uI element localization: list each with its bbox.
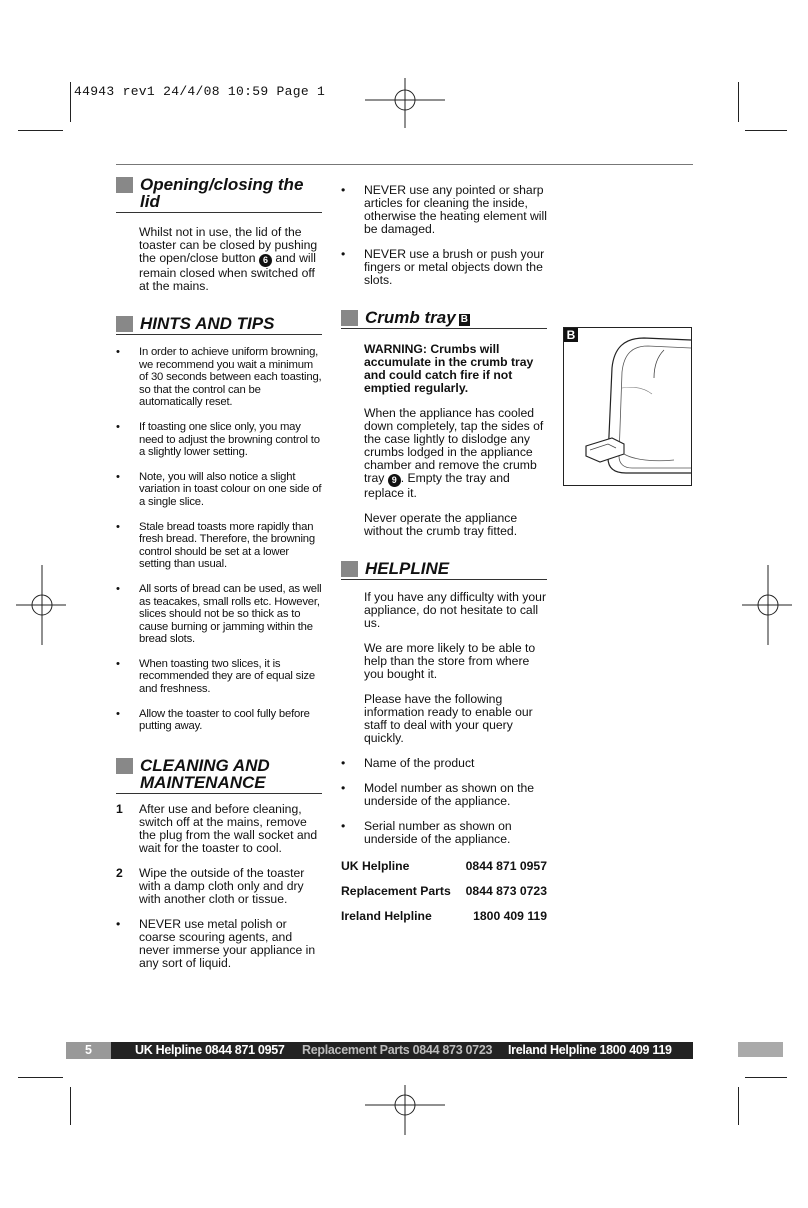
helpline-number: 1800 409 119 (473, 909, 547, 923)
figure-ref-badge: B (460, 314, 468, 325)
helpline-row (341, 884, 547, 898)
footer-ireland-helpline: Ireland Helpline 1800 409 119 (508, 1043, 672, 1057)
item-text: When toasting two slices, it is recommended they are of equal size and freshness. (139, 657, 315, 696)
helpline-paragraph: We are more likely to be able to help than the store from where you bought it. (364, 641, 536, 681)
heading-text: Opening/closing the lid (140, 175, 304, 211)
item-text: Serial number as shown on underside of the appliance. (364, 819, 512, 846)
crumb-paragraph (341, 407, 547, 500)
heading-square-icon (341, 310, 358, 326)
toaster-illustration (564, 328, 691, 485)
helpline-paragraph: Please have the following information ready to enable our staff to deal with your query quickly. (364, 692, 533, 745)
crumb-note: Never operate the appliance without the crumb tray fitted. (364, 511, 518, 538)
list-item (116, 867, 322, 906)
paragraph-text: . Empty the tray and replace it. (364, 471, 510, 500)
helpline-row (341, 909, 547, 923)
heading-text: Crumb tray (365, 308, 456, 327)
figure-crumb-tray (563, 327, 692, 486)
list-item: • Note, you will also notice a slight variation in toast colour on one side of a single slice. (116, 470, 322, 508)
helpline-numbers (341, 859, 547, 923)
helpline-label: Replacement Parts (341, 884, 451, 898)
cleaning-list (116, 803, 322, 970)
list-item: • Model number as shown on the underside of the appliance. (341, 781, 535, 808)
heading-square-icon (116, 316, 133, 332)
helpline-number: 0844 871 0957 (465, 859, 547, 873)
crop-mark (18, 130, 63, 131)
item-text: Name of the product (364, 756, 475, 770)
heading-square-icon (116, 177, 133, 193)
footer-helpline-bar (66, 1042, 693, 1059)
heading-text: HINTS AND TIPS (140, 314, 275, 333)
opening-paragraph (116, 226, 322, 293)
footer-tab-right (738, 1042, 783, 1057)
list-item: • All sorts of bread can be used, as well as teacakes, small rolls etc. However, slices should not be so thick as to cause burning or jamming within the bread slots. (116, 582, 322, 646)
number-badge: 6 (259, 254, 272, 267)
list-item: • NEVER use any pointed or sharp articles for cleaning the inside, otherwise the heating element will be damaged. (341, 183, 547, 236)
list-item: • NEVER use a brush or push your fingers or metal objects down the slots. (341, 247, 545, 287)
crop-mark (745, 1077, 787, 1078)
list-item: • Serial number as shown on underside of the appliance. (341, 819, 512, 846)
footer-uk-helpline: UK Helpline 0844 871 0957 (135, 1043, 285, 1057)
helpline-row (341, 859, 547, 873)
helpline-label: UK Helpline (341, 859, 410, 873)
number-badge: 9 (388, 474, 401, 487)
crop-mark (70, 1087, 71, 1125)
item-text: Allow the toaster to cool fully before putting away. (139, 707, 310, 733)
heading-square-icon (341, 561, 358, 577)
top-rule (116, 164, 693, 165)
crop-mark (738, 82, 739, 122)
list-item: • Stale bread toasts more rapidly than fresh bread. Therefore, the browning control should be set at a lower setting than usual. (116, 520, 315, 571)
paragraph-text: When the appliance has cooled down completely, tap the sides of the case lightly to dislodge any crumbs lodged in the appliance chamber and remove the crumb tray (364, 406, 544, 485)
registration-mark-bottom (365, 1085, 445, 1135)
item-text: Stale bread toasts more rapidly than fresh bread. Therefore, the browning control should be set at a lower setting than usual. (139, 520, 315, 571)
step-number: 1 (116, 801, 123, 816)
paragraph-text: and will remain closed when switched off at the mains. (139, 251, 316, 293)
section-heading-helpline (341, 560, 547, 580)
registration-mark-left (16, 565, 66, 645)
step-number: 2 (116, 865, 123, 880)
item-text: NEVER use any pointed or sharp articles for cleaning the inside, otherwise the heating element will be damaged. (364, 183, 547, 236)
paragraph-text: Whilst not in use, the lid of the toaster can be closed by pushing the open/close button (139, 225, 318, 265)
middle-column (341, 184, 547, 923)
list-item: • If toasting one slice only, you may need to adjust the browning control to a slightly lower setting. (116, 420, 320, 459)
registration-mark-top (365, 78, 445, 128)
crop-mark (738, 1087, 739, 1125)
helpline-paragraph: If you have any difficulty with your appliance, do not hesitate to call us. (364, 590, 547, 630)
page-number: 5 (66, 1042, 111, 1059)
section-heading-crumb (341, 309, 547, 329)
heading-square-icon (116, 758, 133, 774)
footer-replacement-parts: Replacement Parts 0844 873 0723 (302, 1043, 493, 1057)
list-item: • In order to achieve uniform browning, we recommend you wait a minimum of 30 seconds between each toasting, so that the control can be automatically reset. (116, 346, 322, 409)
list-item: • Allow the toaster to cool fully before putting away. (116, 707, 310, 733)
list-item: • When toasting two slices, it is recommended they are of equal size and freshness. (116, 657, 315, 696)
crumb-warning: WARNING: Crumbs will accumulate in the crumb tray and could catch fire if not emptied regularly. (364, 342, 534, 395)
section-heading-cleaning (116, 757, 322, 794)
print-slug: 44943 rev1 24/4/08 10:59 Page 1 (74, 84, 326, 99)
left-column (116, 176, 322, 970)
item-text: After use and before cleaning, switch off at the mains, remove the plug from the wall socket and wait for the toaster to cool. (139, 801, 318, 855)
hints-list (116, 346, 322, 733)
item-text: All sorts of bread can be used, as well as teacakes, small rolls etc. However, slices should not be so thick as to cause burning or jamming within the bread slots. (139, 582, 322, 646)
helpline-label: Ireland Helpline (341, 909, 432, 923)
section-heading-hints (116, 315, 322, 335)
item-text: Wipe the outside of the toaster with a damp cloth only and dry with another cloth or tissue. (139, 865, 305, 906)
helpline-number: 0844 873 0723 (465, 884, 547, 898)
item-text: NEVER use metal polish or coarse scouring agents, and never immerse your appliance in any sort of liquid. (139, 916, 316, 970)
heading-text: CLEANING AND MAINTENANCE (140, 755, 270, 792)
crop-mark (745, 130, 787, 131)
heading-text: HELPLINE (365, 559, 450, 578)
item-text: NEVER use a brush or push your fingers or metal objects down the slots. (364, 247, 545, 287)
figure-label: B (564, 328, 578, 342)
section-heading-opening (116, 176, 322, 213)
crop-mark (70, 82, 71, 122)
registration-mark-right (742, 565, 792, 645)
list-item: • NEVER use metal polish or coarse scouring agents, and never immerse your appliance in any sort of liquid. (116, 916, 316, 970)
item-text: In order to achieve uniform browning, we recommend you wait a minimum of 30 seconds between each toasting, so that the control can be automatically reset. (139, 346, 322, 409)
item-text: If toasting one slice only, you may need to adjust the browning control to a slightly lower setting. (139, 420, 320, 459)
item-text: Model number as shown on the underside of the appliance. (364, 781, 535, 808)
list-item (116, 803, 322, 855)
item-text: Note, you will also notice a slight variation in toast colour on one side of a single slice. (139, 470, 322, 508)
list-item: • Name of the product (341, 756, 475, 770)
crop-mark (18, 1077, 63, 1078)
